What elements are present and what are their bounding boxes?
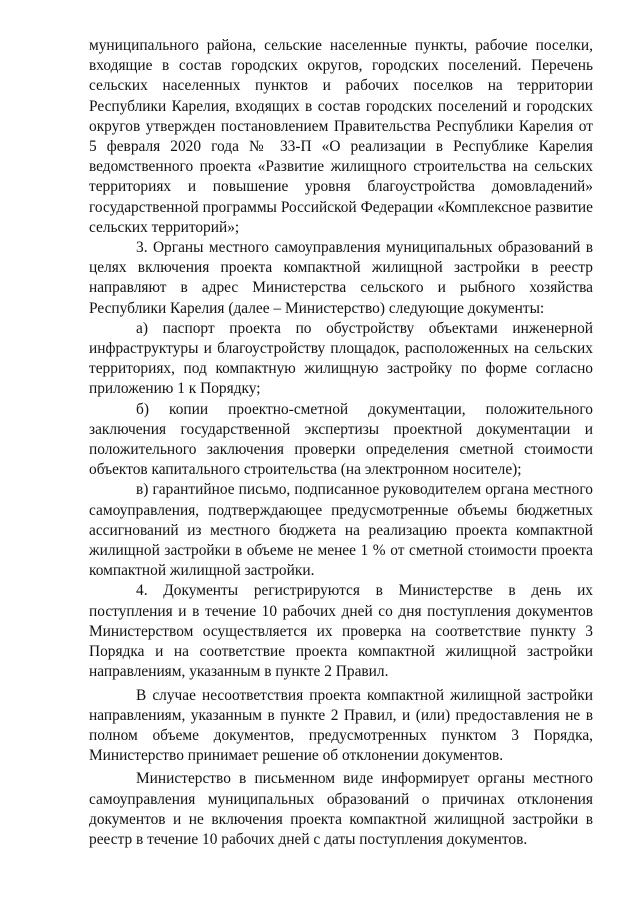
paragraph-notification: Министерство в письменном виде информирует органы местного самоуправления муниципальных образований о причинах отклонения документов и не включения проекта компактной жилищной застройки в реестр в течение 10 рабочих дней с даты поступления документов.	[89, 770, 593, 848]
paragraph-mismatch-case: В случае несоответствия проекта компактной жилищной застройки направлениям, указанным в пункте 2 Правил, и (или) предоставления не в полном объеме документов, предусмотренных пунктом 3 Порядка, Министерство принимает решение об отклонении документов.	[89, 686, 593, 765]
paragraph-subitem-b: б) копии проектно-сметной документации, положительного заключения государственной экспертизы проектной документации и положительного заключения проверки определения сметной стоимости объектов капитального строительства (на электронном носителе);	[89, 400, 593, 479]
paragraph-item-3: 3. Органы местного самоуправления муниципальных образований в целях включения проекта компактной жилищной застройки в реестр направляют в адрес Министерства сельского и рыбного хозяйства Республики Карелия (далее – Министерство) следующие документы:	[89, 239, 593, 317]
document-page	[89, 36, 593, 850]
paragraph-subitem-v: в) гарантийное письмо, подписанное руководителем органа местного самоуправления, подтверждающее предусмотренные объемы бюджетных ассигнований из местного бюджета на реализацию проекта компактной жилищной застройки в объеме не менее 1 % от сметной стоимости проекта компактной жилищной застройки.	[89, 481, 593, 580]
paragraph-item-4: 4. Документы регистрируются в Министерстве в день их поступления и в течение 10 рабочих дней со дня поступления документов Министерством осуществляется их проверка на соответствие пункту 3 Порядка и на соответствие проекта компактной жилищной застройки направлениям, указанным в пункте 2 Правил.	[89, 582, 593, 681]
paragraph-subitem-a: а) паспорт проекта по обустройству объектами инженерной инфраструктуры и благоустройству площадок, расположенных на сельских территориях, под компактную жилищную застройку по форме согласно приложению 1 к Порядку;	[89, 319, 593, 398]
paragraph-continuation: муниципального района, сельские населенные пункты, рабочие поселки, входящие в состав городских округов, городских поселений. Перечень сельских населенных пунктов и рабочих поселков на территории Республики Карелия, входящих в состав городских поселений и городских округов утвержден постановлением Правительства Республики Карелия от 5 февраля 2020 года № 33-П «О реализации в Республике Карелия ведомственного проекта «Развитие жилищного строительства на сельских территориях и повышение уровня благоустройства домовладений» государственной программы Российской Федерации «Комплексное развитие сельских территорий»;	[89, 37, 593, 236]
